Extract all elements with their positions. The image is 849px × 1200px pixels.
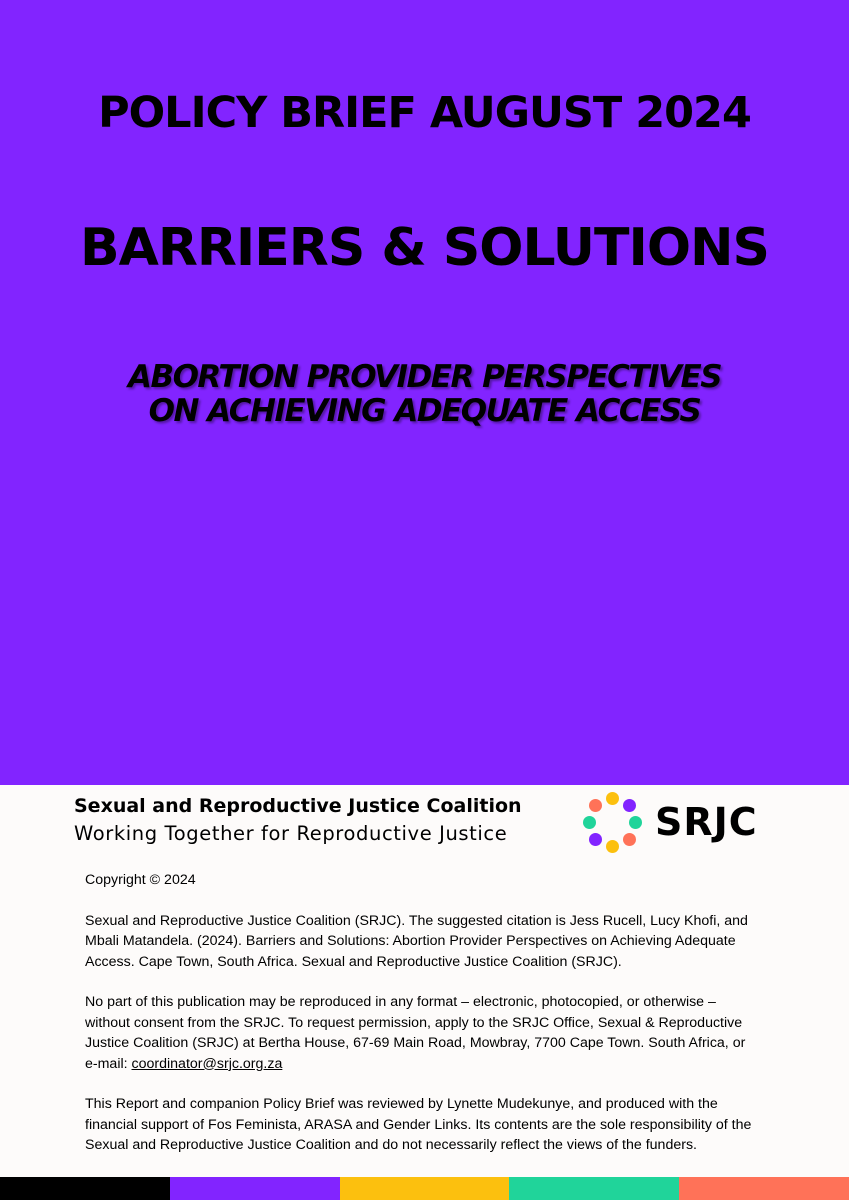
email-prefix: e-mail:	[85, 1055, 132, 1072]
citation	[85, 911, 785, 973]
subtitle-line: ON ACHIEVING ADEQUATE ACCESS	[148, 393, 701, 429]
email-link[interactable]: coordinator@srjc.org.za	[131, 1055, 283, 1072]
srjc-logo-dots-icon	[582, 792, 642, 854]
funding-line: Sexual and Reproductive Justice Coalition and do not necessarily reflect the views of the funders.	[85, 1137, 697, 1153]
funding-notice	[85, 1094, 785, 1156]
copyright: Copyright © 2024	[85, 872, 196, 888]
rights-line: No part of this publication may be reproduced in any format – electronic, photocopied, or otherwise –	[85, 994, 716, 1010]
stripe-yellow	[340, 1177, 510, 1200]
srjc-logo-text: SRJC	[655, 800, 758, 844]
citation-line: Sexual and Reproductive Justice Coalition (SRJC). The suggested citation is Jess Rucell, Lucy Khofi, and	[85, 912, 748, 929]
rights-line: without consent from the SRJC. To request permission, apply to the SRJC Office, Sexual & Reproductive	[85, 1014, 743, 1031]
color-stripe	[0, 1177, 849, 1200]
org-tagline: Working Together for Reproductive Justice	[74, 822, 508, 845]
stripe-black	[0, 1177, 170, 1200]
stripe-purple	[170, 1177, 340, 1200]
email-line	[85, 1054, 785, 1075]
citation-line: Access. Cape Town, South Africa. Sexual and Reproductive Justice Coalition (SRJC).	[85, 953, 622, 970]
stripe-green	[509, 1177, 679, 1200]
page-title: BARRIERS & SOLUTIONS	[79, 218, 770, 278]
citation-line: Mbali Matandela. (2024). Barriers and Solutions: Abortion Provider Perspectives on Achieving Adequate	[85, 933, 736, 949]
org-name: Sexual and Reproductive Justice Coalition	[74, 795, 522, 817]
org-heading	[74, 793, 522, 849]
subtitle	[0, 360, 849, 428]
funding-line: financial support of Fos Feminista, ARASA and Gender Links. Its contents are the sole responsibility of the	[85, 1116, 752, 1133]
stripe-coral	[679, 1177, 849, 1200]
funding-line: This Report and companion Policy Brief was reviewed by Lynette Mudekunye, and produced with the	[85, 1096, 718, 1112]
rights-notice	[85, 992, 785, 1074]
rights-line: Justice Coalition (SRJC) at Bertha House, 67-69 Main Road, Mowbray, 7700 Cape Town. South Africa, or	[85, 1035, 746, 1051]
brief-kicker: POLICY BRIEF AUGUST 2024	[98, 88, 751, 138]
imprint-text	[85, 870, 785, 1176]
subtitle-line: ABORTION PROVIDER PERSPECTIVES	[127, 359, 722, 395]
